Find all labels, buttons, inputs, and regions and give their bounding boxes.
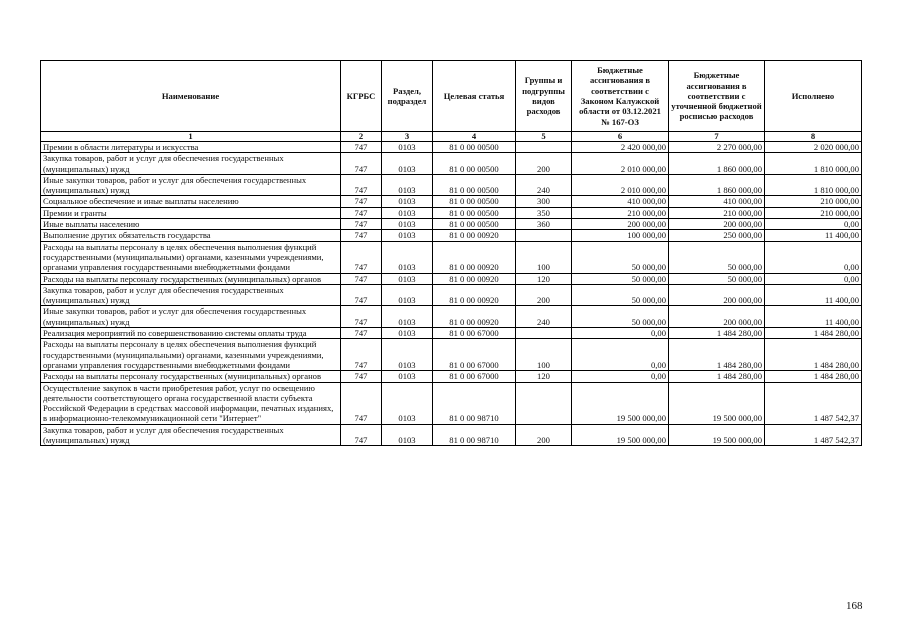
- row-target-article-cell: 81 0 00 00920: [433, 241, 516, 273]
- table-row: [41, 142, 862, 153]
- row-kgrbs-cell: 747: [341, 219, 382, 230]
- row-revised-allocation-cell: 250 000,00: [669, 230, 765, 241]
- table-row: [41, 219, 862, 230]
- table-row: [41, 371, 862, 382]
- row-executed-cell: 1 484 280,00: [765, 339, 862, 371]
- row-kgrbs-cell: 747: [341, 196, 382, 207]
- row-revised-allocation-cell: 2 270 000,00: [669, 142, 765, 153]
- column-number: 2: [341, 132, 382, 142]
- row-expense-group-cell: [516, 230, 572, 241]
- row-section-cell: 0103: [382, 142, 433, 153]
- header-kgrbs: КГРБС: [341, 61, 382, 132]
- column-number: 6: [572, 132, 669, 142]
- row-kgrbs-cell: 747: [341, 273, 382, 284]
- column-number: 4: [433, 132, 516, 142]
- row-expense-group-cell: 200: [516, 284, 572, 306]
- row-executed-cell: 0,00: [765, 241, 862, 273]
- row-executed-cell: 0,00: [765, 219, 862, 230]
- row-expense-group-cell: 300: [516, 196, 572, 207]
- row-name-cell: Осуществление закупок в части приобретения работ, услуг по освещению деятельности соответствующего органа государственной власти субъекта Российской Федерации в средствах массовой информации, печатных изданиях, в информационно-телекоммуникационной сети "Интернет": [41, 382, 341, 424]
- row-executed-cell: 210 000,00: [765, 196, 862, 207]
- row-law-allocation-cell: 210 000,00: [572, 207, 669, 218]
- budget-execution-table: [40, 60, 862, 446]
- row-target-article-cell: 81 0 00 98710: [433, 382, 516, 424]
- row-expense-group-cell: 350: [516, 207, 572, 218]
- row-expense-group-cell: [516, 142, 572, 153]
- row-target-article-cell: 81 0 00 00500: [433, 219, 516, 230]
- row-kgrbs-cell: 747: [341, 230, 382, 241]
- row-law-allocation-cell: 50 000,00: [572, 273, 669, 284]
- row-section-cell: 0103: [382, 273, 433, 284]
- table-row: [41, 284, 862, 306]
- header-section: Раздел, подраздел: [382, 61, 433, 132]
- table-row: [41, 382, 862, 424]
- row-target-article-cell: 81 0 00 00920: [433, 273, 516, 284]
- row-law-allocation-cell: 0,00: [572, 328, 669, 339]
- row-law-allocation-cell: 200 000,00: [572, 219, 669, 230]
- row-law-allocation-cell: 2 010 000,00: [572, 153, 669, 175]
- row-name-cell: Социальное обеспечение и иные выплаты населению: [41, 196, 341, 207]
- row-kgrbs-cell: 747: [341, 207, 382, 218]
- table-row: [41, 207, 862, 218]
- row-executed-cell: 0,00: [765, 273, 862, 284]
- row-section-cell: 0103: [382, 339, 433, 371]
- row-section-cell: 0103: [382, 207, 433, 218]
- row-target-article-cell: 81 0 00 00500: [433, 153, 516, 175]
- row-expense-group-cell: 100: [516, 339, 572, 371]
- table-row: [41, 273, 862, 284]
- row-name-cell: Премии в области литературы и искусства: [41, 142, 341, 153]
- table-row: [41, 174, 862, 196]
- row-expense-group-cell: [516, 382, 572, 424]
- row-target-article-cell: 81 0 00 00500: [433, 142, 516, 153]
- row-target-article-cell: 81 0 00 00500: [433, 207, 516, 218]
- row-section-cell: 0103: [382, 153, 433, 175]
- row-section-cell: 0103: [382, 328, 433, 339]
- row-executed-cell: 11 400,00: [765, 284, 862, 306]
- row-executed-cell: 1 487 542,37: [765, 382, 862, 424]
- row-revised-allocation-cell: 210 000,00: [669, 207, 765, 218]
- row-target-article-cell: 81 0 00 67000: [433, 371, 516, 382]
- row-executed-cell: 1 810 000,00: [765, 153, 862, 175]
- row-expense-group-cell: 240: [516, 306, 572, 328]
- table-body: [41, 142, 862, 446]
- row-executed-cell: 11 400,00: [765, 306, 862, 328]
- row-name-cell: Закупка товаров, работ и услуг для обеспечения государственных (муниципальных) нужд: [41, 424, 341, 446]
- row-expense-group-cell: 240: [516, 174, 572, 196]
- column-number: 3: [382, 132, 433, 142]
- row-expense-group-cell: 120: [516, 371, 572, 382]
- row-section-cell: 0103: [382, 424, 433, 446]
- table-row: [41, 196, 862, 207]
- table-row: [41, 424, 862, 446]
- row-law-allocation-cell: 410 000,00: [572, 196, 669, 207]
- row-name-cell: Закупка товаров, работ и услуг для обеспечения государственных (муниципальных) нужд: [41, 284, 341, 306]
- row-name-cell: Реализация мероприятий по совершенствованию системы оплаты труда: [41, 328, 341, 339]
- row-target-article-cell: 81 0 00 67000: [433, 339, 516, 371]
- page-number: 168: [846, 600, 863, 612]
- row-law-allocation-cell: 100 000,00: [572, 230, 669, 241]
- row-executed-cell: 210 000,00: [765, 207, 862, 218]
- row-expense-group-cell: 360: [516, 219, 572, 230]
- header-law-allocation: Бюджетные ассигнования в соответствии с Законом Калужской области от 03.12.2021 № 167-ОЗ: [572, 61, 669, 132]
- row-law-allocation-cell: 50 000,00: [572, 284, 669, 306]
- column-number: 1: [41, 132, 341, 142]
- row-executed-cell: 1 484 280,00: [765, 371, 862, 382]
- row-section-cell: 0103: [382, 284, 433, 306]
- row-revised-allocation-cell: 1 860 000,00: [669, 174, 765, 196]
- row-kgrbs-cell: 747: [341, 328, 382, 339]
- row-law-allocation-cell: 0,00: [572, 371, 669, 382]
- row-name-cell: Премии и гранты: [41, 207, 341, 218]
- row-law-allocation-cell: 0,00: [572, 339, 669, 371]
- row-target-article-cell: 81 0 00 00920: [433, 284, 516, 306]
- header-executed: Исполнено: [765, 61, 862, 132]
- row-kgrbs-cell: 747: [341, 241, 382, 273]
- row-section-cell: 0103: [382, 371, 433, 382]
- row-revised-allocation-cell: 50 000,00: [669, 273, 765, 284]
- column-number: 7: [669, 132, 765, 142]
- row-law-allocation-cell: 19 500 000,00: [572, 382, 669, 424]
- row-target-article-cell: 81 0 00 98710: [433, 424, 516, 446]
- row-revised-allocation-cell: 200 000,00: [669, 284, 765, 306]
- row-kgrbs-cell: 747: [341, 174, 382, 196]
- row-law-allocation-cell: 50 000,00: [572, 241, 669, 273]
- table-row: [41, 230, 862, 241]
- row-target-article-cell: 81 0 00 00920: [433, 230, 516, 241]
- row-name-cell: Расходы на выплаты персоналу в целях обеспечения выполнения функций государственными (муниципальными) органами, казенными учреждениями, органами управления государственными внебюджетными фондами: [41, 339, 341, 371]
- row-name-cell: Закупка товаров, работ и услуг для обеспечения государственных (муниципальных) нужд: [41, 153, 341, 175]
- row-revised-allocation-cell: 1 484 280,00: [669, 328, 765, 339]
- row-law-allocation-cell: 19 500 000,00: [572, 424, 669, 446]
- row-section-cell: 0103: [382, 382, 433, 424]
- row-revised-allocation-cell: 19 500 000,00: [669, 424, 765, 446]
- table-row: [41, 328, 862, 339]
- table-row: [41, 339, 862, 371]
- row-revised-allocation-cell: 1 484 280,00: [669, 371, 765, 382]
- row-revised-allocation-cell: 200 000,00: [669, 219, 765, 230]
- row-name-cell: Расходы на выплаты персоналу в целях обеспечения выполнения функций государственными (муниципальными) органами, казенными учреждениями, органами управления государственными внебюджетными фондами: [41, 241, 341, 273]
- row-name-cell: Расходы на выплаты персоналу государственных (муниципальных) органов: [41, 273, 341, 284]
- row-executed-cell: 2 020 000,00: [765, 142, 862, 153]
- row-section-cell: 0103: [382, 230, 433, 241]
- header-expense-group: Группы и подгруппы видов расходов: [516, 61, 572, 132]
- row-law-allocation-cell: 50 000,00: [572, 306, 669, 328]
- row-kgrbs-cell: 747: [341, 371, 382, 382]
- row-expense-group-cell: 200: [516, 424, 572, 446]
- row-name-cell: Иные закупки товаров, работ и услуг для обеспечения государственных (муниципальных) нужд: [41, 174, 341, 196]
- row-section-cell: 0103: [382, 306, 433, 328]
- table-row: [41, 153, 862, 175]
- row-law-allocation-cell: 2 420 000,00: [572, 142, 669, 153]
- column-number: 8: [765, 132, 862, 142]
- row-revised-allocation-cell: 1 484 280,00: [669, 339, 765, 371]
- row-name-cell: Иные закупки товаров, работ и услуг для обеспечения государственных (муниципальных) нужд: [41, 306, 341, 328]
- row-kgrbs-cell: 747: [341, 142, 382, 153]
- row-section-cell: 0103: [382, 241, 433, 273]
- row-executed-cell: 11 400,00: [765, 230, 862, 241]
- row-kgrbs-cell: 747: [341, 153, 382, 175]
- row-kgrbs-cell: 747: [341, 339, 382, 371]
- row-revised-allocation-cell: 19 500 000,00: [669, 382, 765, 424]
- row-section-cell: 0103: [382, 174, 433, 196]
- row-target-article-cell: 81 0 00 00500: [433, 174, 516, 196]
- header-name: Наименование: [41, 61, 341, 132]
- row-executed-cell: 1 810 000,00: [765, 174, 862, 196]
- table-row: [41, 306, 862, 328]
- row-name-cell: Выполнение других обязательств государства: [41, 230, 341, 241]
- row-section-cell: 0103: [382, 196, 433, 207]
- row-name-cell: Расходы на выплаты персоналу государственных (муниципальных) органов: [41, 371, 341, 382]
- header-target-article: Целевая статья: [433, 61, 516, 132]
- row-section-cell: 0103: [382, 219, 433, 230]
- row-expense-group-cell: 100: [516, 241, 572, 273]
- row-revised-allocation-cell: 50 000,00: [669, 241, 765, 273]
- row-revised-allocation-cell: 410 000,00: [669, 196, 765, 207]
- table-row: [41, 241, 862, 273]
- row-kgrbs-cell: 747: [341, 382, 382, 424]
- row-kgrbs-cell: 747: [341, 424, 382, 446]
- row-expense-group-cell: 200: [516, 153, 572, 175]
- column-number: 5: [516, 132, 572, 142]
- row-revised-allocation-cell: 1 860 000,00: [669, 153, 765, 175]
- row-revised-allocation-cell: 200 000,00: [669, 306, 765, 328]
- row-target-article-cell: 81 0 00 00920: [433, 306, 516, 328]
- row-expense-group-cell: [516, 328, 572, 339]
- row-law-allocation-cell: 2 010 000,00: [572, 174, 669, 196]
- row-kgrbs-cell: 747: [341, 306, 382, 328]
- row-target-article-cell: 81 0 00 00500: [433, 196, 516, 207]
- row-kgrbs-cell: 747: [341, 284, 382, 306]
- row-name-cell: Иные выплаты населению: [41, 219, 341, 230]
- row-expense-group-cell: 120: [516, 273, 572, 284]
- header-revised-allocation: Бюджетные ассигнования в соответствии с уточненной бюджетной росписью расходов: [669, 61, 765, 132]
- row-executed-cell: 1 487 542,37: [765, 424, 862, 446]
- row-executed-cell: 1 484 280,00: [765, 328, 862, 339]
- row-target-article-cell: 81 0 00 67000: [433, 328, 516, 339]
